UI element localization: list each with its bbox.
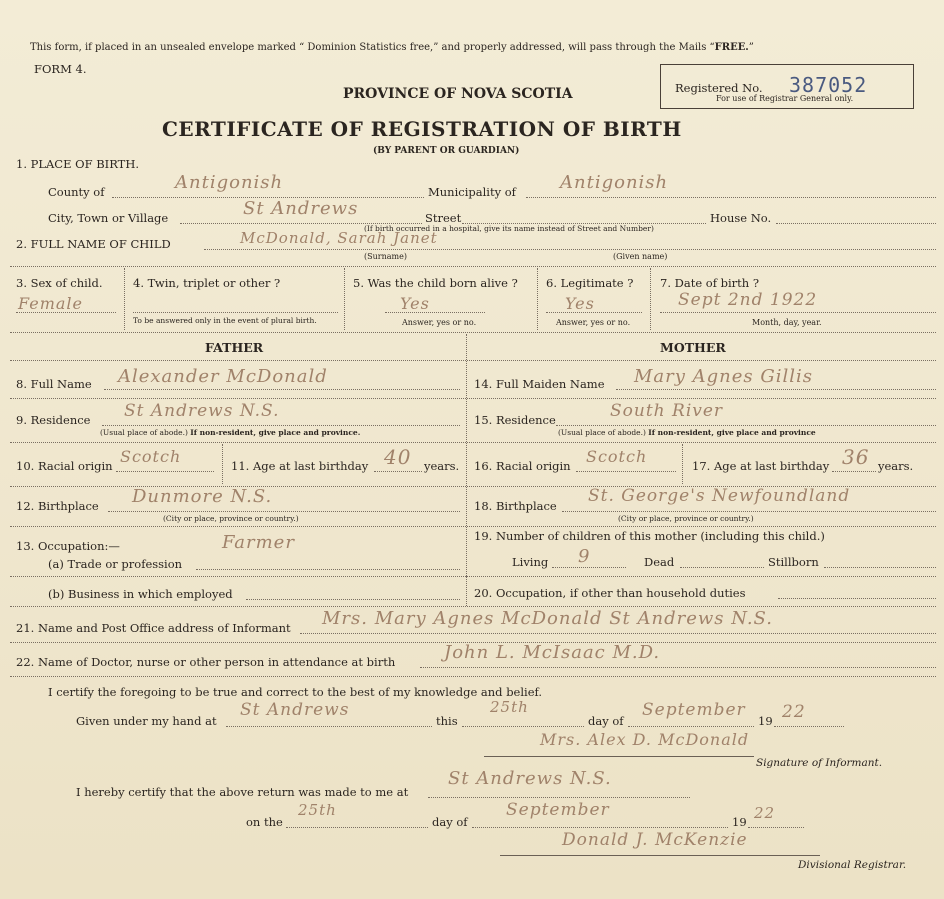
given-year-prefix: 19 (758, 714, 773, 728)
father-age-label: 11. Age at last birthday (231, 459, 369, 473)
mother-racial-label: 16. Racial origin (474, 459, 571, 473)
form-number: FORM 4. (34, 62, 87, 76)
father-residence-label: 9. Residence (16, 413, 91, 427)
father-birthplace-value: Dunmore N.S. (132, 486, 273, 507)
given-at-value: St Andrews (240, 700, 350, 720)
alive-value: Yes (400, 294, 430, 313)
surname-note: (Surname) (364, 252, 407, 261)
informant-value: Mrs. Mary Agnes McDonald St Andrews N.S. (322, 608, 773, 629)
given-year-value: 22 (782, 702, 806, 722)
given-day-value: 25th (490, 698, 529, 716)
mother-abode-note: (Usual place of abode.) If non-resident, give place and province (558, 428, 816, 437)
divisional-registrar-label: Divisional Registrar. (798, 859, 907, 871)
mother-residence-value: South River (610, 401, 724, 421)
mother-age-label: 17. Age at last birthday (692, 459, 830, 473)
doctor-label: 22. Name of Doctor, nurse or other person in attendance at birth (16, 655, 396, 669)
mother-years-label: years. (878, 459, 914, 473)
father-residence-value: St Andrews N.S. (124, 401, 280, 421)
informant-signature: Mrs. Alex D. McDonald (540, 730, 750, 749)
legitimate-label: 6. Legitimate ? (546, 276, 634, 290)
twin-note: To be answered only in the event of plural birth. (133, 316, 317, 325)
registrar-signature: Donald J. McKenzie (562, 830, 748, 850)
father-birthplace-label: 12. Birthplace (16, 499, 99, 513)
stillborn-label: Stillborn (768, 555, 819, 569)
house-no-label: House No. (710, 211, 772, 225)
father-birthplace-note: (City or place, province or country.) (163, 514, 299, 523)
county-value: Antigonish (175, 172, 284, 193)
children-label: 19. Number of children of this mother (including this child.) (474, 529, 825, 543)
made-at-value: St Andrews N.S. (448, 768, 612, 789)
registrar-use-note: For use of Registrar General only. (716, 94, 854, 103)
given-name-note: (Given name) (613, 252, 668, 261)
dead-label: Dead (644, 555, 675, 569)
place-of-birth-label: 1. PLACE OF BIRTH. (16, 157, 140, 171)
mother-birthplace-note: (City or place, province or country.) (618, 514, 754, 523)
registered-number: 387052 (789, 73, 868, 97)
registered-number-box (660, 64, 914, 109)
made-month-value: September (506, 800, 610, 820)
father-name-value: Alexander McDonald (118, 366, 328, 387)
mother-occupation-label: 20. Occupation, if other than household duties (474, 586, 746, 600)
father-years-label: years. (424, 459, 460, 473)
legitimate-answer-note: Answer, yes or no. (556, 318, 631, 327)
hereby-label: I hereby certify that the above return was made to me at (76, 785, 409, 799)
hospital-note: (If birth occurred in a hospital, give its name instead of Street and Number) (364, 224, 654, 233)
given-month-value: September (642, 700, 746, 720)
certificate-title: CERTIFICATE OF REGISTRATION OF BIRTH (162, 117, 682, 141)
doctor-value: John L. McIsaac M.D. (444, 642, 661, 663)
mail-notice: This form, if placed in an unsealed envelope marked “ Dominion Statistics free,” and properly addressed, will pass through the Mails “FREE.” (30, 42, 754, 53)
day-of-label: day of (588, 714, 624, 728)
sex-label: 3. Sex of child. (16, 276, 103, 290)
mother-residence-label: 15. Residence (474, 413, 556, 427)
trade-value: Farmer (222, 532, 295, 553)
municipality-label: Municipality of (428, 185, 516, 199)
mother-racial-value: Scotch (586, 447, 648, 466)
child-name-label: 2. FULL NAME OF CHILD (16, 237, 171, 251)
on-the-label: on the (246, 815, 283, 829)
certify-text: I certify the foregoing to be true and correct to the best of my knowledge and belief. (48, 685, 543, 699)
this-label: this (436, 714, 458, 728)
city-label: City, Town or Village (48, 211, 169, 225)
father-abode-note: (Usual place of abode.) If non-resident, give place and province. (100, 428, 361, 437)
alive-answer-note: Answer, yes or no. (402, 318, 477, 327)
twin-label: 4. Twin, triplet or other ? (133, 276, 281, 290)
father-racial-value: Scotch (120, 447, 182, 466)
sex-value: Female (18, 294, 83, 313)
mother-birthplace-value: St. George's Newfoundland (588, 486, 851, 506)
child-name-value: McDonald, Sarah Janet (240, 229, 438, 247)
dob-label: 7. Date of birth ? (660, 276, 760, 290)
mother-birthplace-label: 18. Birthplace (474, 499, 557, 513)
day-of-label-2: day of (432, 815, 468, 829)
alive-label: 5. Was the child born alive ? (353, 276, 518, 290)
city-value: St Andrews (243, 198, 359, 219)
municipality-value: Antigonish (560, 172, 669, 193)
dob-value: Sept 2nd 1922 (678, 290, 818, 310)
legitimate-value: Yes (565, 294, 595, 313)
father-racial-label: 10. Racial origin (16, 459, 113, 473)
mother-age-value: 36 (842, 445, 870, 469)
living-value: 9 (578, 546, 591, 567)
living-label: Living (512, 555, 549, 569)
made-year-prefix: 19 (732, 815, 747, 829)
father-age-value: 40 (384, 445, 412, 469)
made-year-value: 22 (754, 804, 776, 822)
business-label: (b) Business in which employed (48, 587, 233, 601)
dob-note: Month, day, year. (752, 318, 822, 327)
occupation-label: 13. Occupation:— (16, 539, 120, 553)
made-day-value: 25th (298, 801, 337, 819)
certificate-subtitle: (BY PARENT OR GUARDIAN) (373, 146, 520, 156)
registered-label: Registered No. (675, 81, 763, 95)
father-name-label: 8. Full Name (16, 377, 92, 391)
signature-of-informant-label: Signature of Informant. (756, 757, 883, 769)
province-heading: PROVINCE OF NOVA SCOTIA (343, 86, 573, 102)
given-under-label: Given under my hand at (76, 714, 217, 728)
mother-name-value: Mary Agnes Gillis (634, 366, 814, 387)
county-label: County of (48, 185, 105, 199)
father-heading: FATHER (205, 340, 264, 355)
informant-label: 21. Name and Post Office address of Informant (16, 621, 291, 635)
trade-label: (a) Trade or profession (48, 557, 183, 571)
mother-name-label: 14. Full Maiden Name (474, 377, 605, 391)
street-label: Street (425, 211, 462, 225)
mother-heading: MOTHER (660, 340, 726, 355)
